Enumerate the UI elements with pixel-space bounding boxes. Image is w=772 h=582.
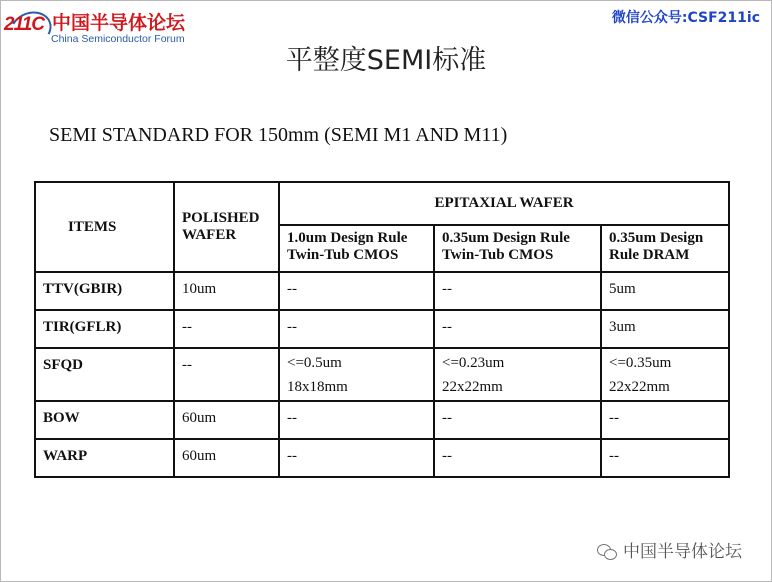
table-row: [35, 272, 729, 310]
subheader-035um-cmos: [434, 225, 601, 272]
row-label: WARP: [35, 439, 174, 477]
header-polished-line1: POLISHED: [182, 210, 260, 226]
table-row: [35, 439, 729, 477]
header-polished-line2: WAFER: [182, 227, 237, 243]
header-epitaxial-wafer: EPITAXIAL WAFER: [279, 182, 729, 225]
subheader-2-line2: Twin-Tub CMOS: [442, 247, 554, 263]
cell-epi-1: --: [279, 401, 434, 439]
footer-watermark: [597, 537, 742, 562]
wechat-account: 微信公众号:CSF211ic: [611, 10, 760, 26]
cell-epi-3: 3um: [601, 310, 729, 348]
cell-area: 22x22mm: [442, 379, 503, 395]
footer-watermark-text: 中国半导体论坛: [623, 542, 742, 562]
flatness-standard-table: [34, 181, 730, 478]
row-label: TIR(GFLR): [35, 310, 174, 348]
cell-epi-3: 5um: [601, 272, 729, 310]
cell-value: <=0.35um: [609, 355, 672, 371]
subheader-2-line1: 0.35um Design Rule: [442, 230, 570, 246]
cell-polished: --: [174, 348, 279, 401]
cell-polished: 10um: [174, 272, 279, 310]
subheader-3-line1: 0.35um Design: [609, 230, 704, 246]
subheader-3-line2: Rule DRAM: [609, 247, 690, 263]
table-row: [35, 348, 729, 401]
cell-epi-2: --: [434, 439, 601, 477]
cell-epi-2: [434, 348, 601, 401]
cell-epi-2: --: [434, 310, 601, 348]
cell-epi-1: [279, 348, 434, 401]
slide-title: 平整度SEMI标准: [285, 45, 487, 76]
logo-number: 211C: [4, 14, 45, 35]
cell-epi-3: [601, 348, 729, 401]
cell-area: 22x22mm: [609, 379, 670, 395]
row-label: SFQD: [35, 348, 174, 401]
logo-chinese-name: 中国半导体论坛: [52, 12, 186, 34]
slide-subtitle: SEMI STANDARD FOR 150mm (SEMI M1 AND M11): [49, 124, 508, 146]
subheader-1-line1: 1.0um Design Rule: [287, 230, 408, 246]
cell-epi-3: --: [601, 439, 729, 477]
header-items: ITEMS: [35, 182, 174, 272]
cell-polished: 60um: [174, 401, 279, 439]
row-label: TTV(GBIR): [35, 272, 174, 310]
cell-polished: --: [174, 310, 279, 348]
cell-area: 18x18mm: [287, 379, 348, 395]
cell-epi-3: --: [601, 401, 729, 439]
wechat-icon: [597, 544, 617, 560]
cell-polished: 60um: [174, 439, 279, 477]
cell-epi-1: --: [279, 439, 434, 477]
cell-epi-2: --: [434, 401, 601, 439]
cell-epi-1: --: [279, 310, 434, 348]
row-label: BOW: [35, 401, 174, 439]
cell-value: <=0.23um: [442, 355, 505, 371]
cell-value: <=0.5um: [287, 355, 342, 371]
header-polished-wafer: [174, 182, 279, 272]
subheader-1-line2: Twin-Tub CMOS: [287, 247, 399, 263]
logo-english-name: China Semiconductor Forum: [51, 33, 185, 45]
subheader-1um-cmos: [279, 225, 434, 272]
table-row: [35, 401, 729, 439]
cell-epi-1: --: [279, 272, 434, 310]
table-row: [35, 310, 729, 348]
subheader-035um-dram: [601, 225, 729, 272]
cell-epi-2: --: [434, 272, 601, 310]
